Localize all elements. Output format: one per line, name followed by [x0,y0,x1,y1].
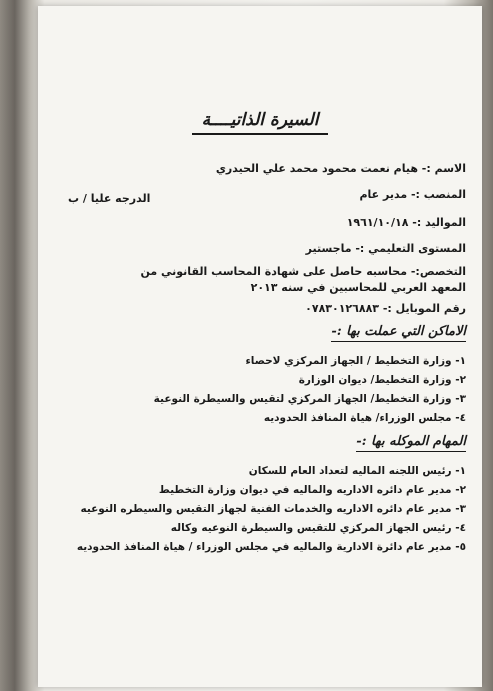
specialty-line: التخصص:- محاسبه حاصل على شهادة المحاسب القانوني من المعهد العربي للمحاسبين في سنه ٢٠١٣ [140,265,466,294]
name-line: الاسم :- هيام نعمت محمود محمد علي الحيدري [215,162,466,175]
workplaces-heading-text: الاماكن التي عملت بها :- [331,324,466,342]
workplace-item: ٣- وزارة التخطيط/ الجهاز المركزي لتقيس والسيطرة النوعية [153,393,466,405]
workplace-item: ١- وزارة التخطيط / الجهاز المركزي لاحصاء [245,355,466,367]
tasks-heading [356,434,466,449]
task-item: ٥- مدير عام دائرة الادارية والماليه في مجلس الوزراء / هياة المنافذ الحدوديه [76,541,466,553]
task-item: ٤- رئيس الجهاز المركزي للتقيس والسيطرة النوعيه وكاله [170,522,466,534]
grade-line: الدرجه عليا / ب [68,192,151,205]
document-title-text: السيرة الذاتيــــة [192,110,329,135]
birth-line: المواليد :- ١٩٦١/١٠/١٨ [346,216,466,229]
tasks-list [77,462,466,557]
task-item: ٢- مدير عام دائره الاداريه والماليه في ديوان وزارة التخطيط [158,484,466,496]
position-line: المنصب :- مدير عام [359,188,466,201]
education-line: المستوى التعليمي :- ماجستير [305,242,466,255]
workplace-item: ٢- وزارة التخطيط/ ديوان الوزارة [298,374,466,386]
task-item: ١- رئيس اللجنه الماليه لتعداد العام للسكان [248,465,466,477]
task-item: ٣- مدير عام دائره الاداريه والخدمات الفنية لجهاز التقيس والسيطره النوعيه [80,503,466,515]
document-page [38,6,482,687]
workplaces-list [154,352,466,428]
document-title [38,110,482,130]
workplace-item: ٤- مجلس الوزراء/ هياة المنافذ الحدوديه [263,412,466,424]
workplaces-heading [331,324,466,339]
mobile-line: رقم الموبايل :- ٠٧٨٣٠١٢٦٨٨٣ [305,302,466,315]
tasks-heading-text: المهام الموكله بها :- [356,434,466,452]
